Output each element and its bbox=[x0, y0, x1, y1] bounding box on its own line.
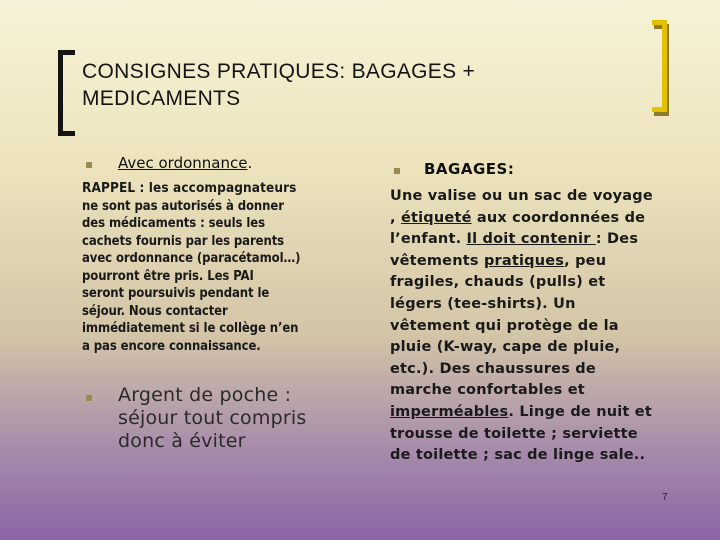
slide-title bbox=[82, 58, 642, 112]
square-bullet-icon bbox=[86, 395, 92, 401]
pocket-money-line: Argent de poche : bbox=[118, 384, 292, 406]
reminder-line: des médicaments : seuls les bbox=[82, 216, 265, 231]
reminder-line: ne sont pas autorisés à donner bbox=[82, 198, 284, 214]
reminder-line: pourront être pris. Les PAI bbox=[82, 268, 254, 284]
reminder-line: RAPPEL : les accompagnateurs bbox=[82, 180, 297, 196]
luggage-heading: BAGAGES: bbox=[424, 160, 515, 178]
medication-reminder bbox=[82, 180, 382, 355]
pocket-money-note bbox=[118, 384, 358, 453]
luggage-text: l’enfant. bbox=[390, 231, 467, 248]
luggage-line bbox=[390, 229, 680, 251]
bracket-left-icon bbox=[58, 50, 75, 136]
luggage-line bbox=[390, 208, 680, 230]
luggage-line: etc.). Des chaussures de bbox=[390, 360, 596, 377]
luggage-text: . Linge de nuit et bbox=[508, 403, 652, 420]
reminder-line: cachets fournis par les parents bbox=[82, 233, 285, 249]
prescription-heading-suffix: . bbox=[247, 154, 253, 172]
reminder-line: a pas encore connaissance. bbox=[82, 338, 261, 354]
reminder-line: seront poursuivis pendant le bbox=[82, 286, 270, 301]
reminder-line: immédiatement si le collège n’en bbox=[82, 321, 299, 336]
luggage-line: légers (tee-shirts). Un bbox=[390, 295, 576, 312]
luggage-line bbox=[390, 402, 680, 424]
luggage-underlined-text: Il doit contenir bbox=[466, 231, 596, 248]
luggage-line: marche confortables et bbox=[390, 382, 585, 399]
luggage-line: trousse de toilette ; serviette bbox=[390, 425, 638, 442]
luggage-line: pluie (K-way, cape de pluie, bbox=[390, 339, 621, 356]
bracket-right-icon bbox=[652, 20, 667, 112]
title-line-1: CONSIGNES PRATIQUES: BAGAGES + bbox=[82, 60, 476, 83]
square-bullet-icon bbox=[86, 162, 92, 168]
luggage-text: vêtements bbox=[390, 252, 484, 269]
luggage-text: aux coordonnées de bbox=[471, 209, 646, 226]
pocket-money-line: séjour tout compris bbox=[118, 407, 307, 429]
luggage-underlined-text: étiqueté bbox=[400, 209, 472, 226]
prescription-heading-text: Avec ordonnance bbox=[118, 154, 248, 172]
prescription-heading bbox=[118, 154, 252, 172]
luggage-line: vêtement qui protège de la bbox=[390, 317, 619, 334]
luggage-line: de toilette ; sac de linge sale.. bbox=[390, 447, 646, 464]
title-line-2: MEDICAMENTS bbox=[82, 87, 241, 110]
luggage-underlined-text: imperméables bbox=[390, 403, 509, 420]
reminder-line: séjour. Nous contacter bbox=[82, 303, 228, 319]
pocket-money-line: donc à éviter bbox=[118, 430, 246, 452]
luggage-line: fragiles, chauds (pulls) et bbox=[390, 274, 606, 291]
luggage-text: , bbox=[390, 209, 401, 226]
square-bullet-icon bbox=[394, 168, 400, 174]
luggage-text: , peu bbox=[564, 252, 607, 269]
page-number: 7 bbox=[662, 492, 668, 503]
luggage-line bbox=[390, 251, 680, 273]
luggage-text: : Des bbox=[595, 231, 639, 248]
luggage-underlined-text: pratiques bbox=[483, 252, 565, 269]
luggage-instructions bbox=[390, 186, 680, 467]
reminder-line: avec ordonnance (paracétamol…) bbox=[82, 251, 301, 266]
luggage-line: Une valise ou un sac de voyage bbox=[390, 188, 653, 204]
